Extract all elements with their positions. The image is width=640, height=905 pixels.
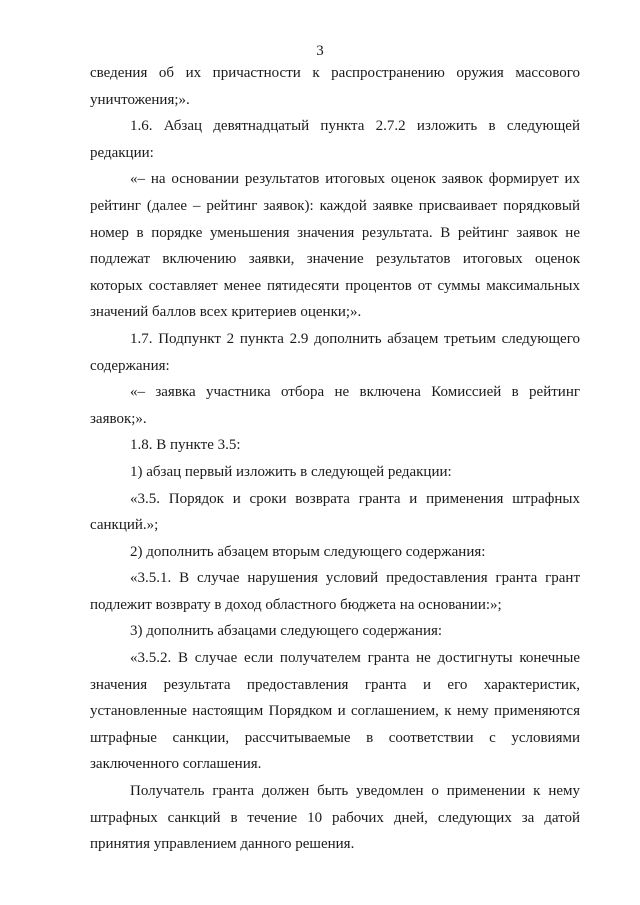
paragraph-item-1-6: 1.6. Абзац девятнадцатый пункта 2.7.2 изложить в следующей редакции: (90, 118, 580, 161)
paragraph-subitem-1: 1) абзац первый изложить в следующей редакции: (130, 463, 452, 480)
paragraph-subitem-2: 2) дополнить абзацем вторым следующего содержания: (130, 543, 486, 560)
document-body (90, 60, 580, 858)
paragraph-quote-application: «– заявка участника отбора не включена Комиссией в рейтинг заявок;». (90, 384, 580, 427)
paragraph-quote-3-5: «3.5. Порядок и сроки возврата гранта и применения штрафных санкций.»; (90, 490, 580, 534)
paragraph-notification: Получатель гранта должен быть уведомлен о применении к нему штрафных санкций в течение 10 рабочих дней, следующих за датой принятия управлением данного решения. (90, 783, 580, 853)
paragraph-quote-rating: «– на основании результатов итоговых оценок заявок формирует их рейтинг (далее – рейтинг заявок): каждой заявке присваивает порядковый номер в порядке уменьшения значения результата. В рейтинг заявок не подлежат включению заявки, значение результатов итоговых оценок которых составляет менее пятидесяти процентов от суммы максимальных значений баллов всех критериев оценки;». (90, 171, 580, 321)
paragraph-continuation: сведения об их причастности к распространению оружия массового уничтожения;». (90, 65, 580, 108)
page-number: 3 (316, 43, 324, 59)
paragraph-subitem-3: 3) дополнить абзацами следующего содержания: (130, 623, 443, 640)
paragraph-item-1-8: 1.8. В пункте 3.5: (130, 437, 241, 454)
paragraph-quote-3-5-1: «3.5.1. В случае нарушения условий предоставления гранта грант подлежит возврату в доход областного бюджета на основании:»; (90, 570, 580, 613)
paragraph-item-1-7: 1.7. Подпункт 2 пункта 2.9 дополнить абзацем третьим следующего содержания: (90, 330, 580, 374)
paragraph-quote-3-5-2: «3.5.2. В случае если получателем гранта не достигнуты конечные значения результата предоставления гранта и его характеристик, установленные настоящим Порядком и соглашением, к нему применяются штрафные санкции, рассчитываемые в соответствии с условиями заключенного соглашения. (90, 650, 580, 773)
